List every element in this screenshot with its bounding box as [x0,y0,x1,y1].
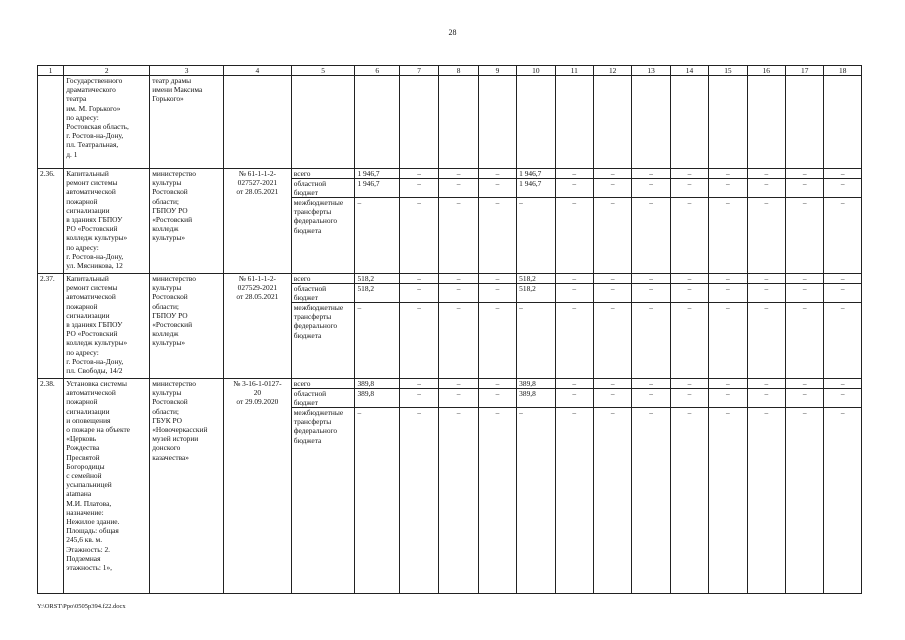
value-entry: – [786,302,823,340]
value-entry: – [556,178,593,197]
value-entry: – [479,388,516,407]
value-entry: – [556,388,593,407]
value-entry: – [726,274,730,283]
value-entry: 518,2 [517,283,554,302]
value-entry: – [517,197,554,235]
value-entry: – [748,178,785,197]
value-entry: – [594,388,631,407]
value-entry: – [355,197,398,235]
value-entry: – [748,302,785,340]
object-name-cell: Капитальный ремонт системы автоматической пожарной сигнализации в зданиях ГБПОУ РО «Ростовский колледж культуры» по адресу: г. Ростов-на-Дону, пл. Свободы, 14/2 [64,274,150,379]
value-entry: 1 946,7 [355,178,398,197]
object-name-cell: Установка системы автоматической пожарной сигнализации и оповещения о пожаре на объекте «Церковь Рождества Пресвятой Богородицы с семейной усыпальницей atamана М.И. Платова, назначение: Нежилое здание. Площадь: общая 245,6 кв. м. Этажность: 2. Подземная этажность: 1», [64,379,150,594]
value-cell [593,169,631,274]
value-cell [593,274,631,379]
value-cell [478,274,516,379]
row-number-cell: 2.37. [38,274,64,379]
column-number: 12 [593,66,631,76]
column-number: 4 [224,66,292,76]
value-cell [355,274,399,379]
table-row-continuation [38,76,862,169]
object-name-cell: Капитальный ремонт системы автоматической пожарной сигнализации в зданиях ГБПОУ РО «Ростовский колледж культуры» по адресу: г. Ростов-на-Дону, ул. Мясникова, 12 [64,169,150,274]
value-entry: – [764,169,769,178]
value-entry: – [495,274,500,283]
value-cell [670,274,708,379]
value-entry: – [649,379,653,388]
value-entry: – [495,379,500,388]
value-entry: 389,8 [357,379,375,388]
value-entry: 389,8 [517,388,554,407]
value-entry: – [786,178,823,197]
value-entry: – [439,178,477,197]
value-entry: – [632,302,669,340]
value-entry: – [709,283,746,302]
table-row [38,169,862,274]
empty-cell [355,76,399,169]
value-cell [709,379,747,594]
value-cell [786,169,824,274]
empty-cell [747,76,785,169]
value-entry: – [610,169,615,178]
funding-source-label: межбюджетные трансферты федерального бюджета [292,197,355,235]
value-cell [555,379,593,594]
value-entry: – [709,302,746,340]
value-cell [478,379,516,594]
value-entry: – [594,302,631,340]
value-cell [786,274,824,379]
value-entry: – [400,407,438,445]
column-number: 17 [786,66,824,76]
value-cell [555,169,593,274]
value-entry: 518,2 [355,283,398,302]
value-cell [439,169,478,274]
column-number: 8 [439,66,478,76]
column-number: 13 [632,66,670,76]
budget-table [37,65,862,594]
file-path-footer: Y:\ORST\Ppo\0505p394.f22.docx [37,603,126,610]
value-entry: – [802,274,807,283]
value-cell [399,169,438,274]
value-cell [709,274,747,379]
value-entry: 518,2 [357,274,375,283]
value-entry: – [572,169,577,178]
value-entry: – [479,197,516,235]
column-number: 14 [670,66,708,76]
value-entry: – [840,169,845,178]
column-number: 2 [64,66,150,76]
value-entry: – [556,197,593,235]
value-entry: – [610,379,615,388]
value-entry: – [594,197,631,235]
value-entry: – [649,169,653,178]
value-cell [824,169,862,274]
value-entry: – [748,197,785,235]
column-number: 15 [709,66,747,76]
value-entry: – [556,283,593,302]
value-cell [517,169,555,274]
value-entry: – [764,379,769,388]
column-number: 1 [38,66,64,76]
value-entry: – [748,388,785,407]
value-entry: – [709,197,746,235]
empty-cell [224,76,292,169]
funding-source-label: межбюджетные трансферты федерального бюджета [292,407,355,445]
value-entry: – [632,388,669,407]
funding-source-label: всего [293,169,311,178]
value-entry: – [556,302,593,340]
value-entry: – [479,302,516,340]
value-entry: – [786,197,823,235]
value-entry: – [748,283,785,302]
value-entry: – [687,169,692,178]
value-entry: – [594,407,631,445]
funding-source-cell [291,379,355,594]
value-entry: – [417,169,421,178]
column-number: 10 [517,66,555,76]
value-cell [824,274,862,379]
value-entry: – [355,407,398,445]
value-entry: – [671,407,708,445]
column-number: 16 [747,66,785,76]
value-entry: – [439,388,477,407]
value-entry: – [479,178,516,197]
value-entry: – [687,274,692,283]
value-entry: – [709,178,746,197]
funding-source-label: всего [293,379,311,388]
value-entry: – [479,407,516,445]
value-entry: – [649,274,653,283]
value-entry: – [456,379,461,388]
value-entry: – [786,283,823,302]
value-entry: – [632,407,669,445]
column-number: 11 [555,66,593,76]
value-cell [399,274,438,379]
value-entry: – [594,283,631,302]
value-cell [355,169,399,274]
column-number: 3 [150,66,224,76]
empty-cell [593,76,631,169]
empty-cell [632,76,670,169]
value-entry: – [400,302,438,340]
value-entry: – [824,283,861,302]
value-entry: – [671,283,708,302]
value-entry: – [824,302,861,340]
document-cell: № 61-1-1-2- 027529-2021 от 28.05.2021 [224,274,292,379]
column-number: 5 [291,66,355,76]
value-cell [355,379,399,594]
empty-cell [439,76,478,169]
empty-cell [291,76,355,169]
value-entry: – [355,302,398,340]
organization-cell: министерство культуры Ростовской области; ГБПОУ РО «Ростовский колледж культуры» [150,274,224,379]
value-entry: – [456,169,461,178]
value-entry: – [802,379,807,388]
value-entry: – [572,379,577,388]
funding-source-cell [291,274,355,379]
value-entry: – [671,197,708,235]
value-cell [709,169,747,274]
value-entry: – [840,379,845,388]
funding-source-label: областной бюджет [292,283,355,302]
funding-source-label: областной бюджет [292,388,355,407]
value-cell [786,379,824,594]
value-entry: – [709,388,746,407]
value-cell [670,169,708,274]
value-entry: 389,8 [355,388,398,407]
value-entry: – [517,302,554,340]
value-entry: – [400,388,438,407]
table-body [38,66,862,594]
value-cell [747,379,785,594]
value-cell [593,379,631,594]
value-entry: 389,8 [519,379,536,388]
value-entry: – [824,178,861,197]
value-entry: – [824,388,861,407]
value-cell [478,169,516,274]
document-cell: № 61-1-1-2- 027527-2021 от 28.05.2021 [224,169,292,274]
value-entry: – [840,274,845,283]
value-entry: – [610,274,615,283]
value-entry: – [671,178,708,197]
value-cell [632,379,670,594]
value-entry: – [824,197,861,235]
empty-cell [517,76,555,169]
row-number-cell: 2.36. [38,169,64,274]
organization-cell: министерство культуры Ростовской области; ГБПОУ РО «Ростовский колледж культуры» [150,169,224,274]
value-entry: – [479,283,516,302]
column-number: 18 [824,66,862,76]
table-row [38,379,862,594]
value-entry: – [400,283,438,302]
object-name-cell: Государственного драматического театра им. М. Горького» по адресу: Ростовская область, г. Ростов-на-Дону, пл. Театральная, д. 1 [64,76,150,169]
empty-cell [786,76,824,169]
value-entry: – [417,379,421,388]
value-cell [517,274,555,379]
value-entry: – [556,407,593,445]
value-entry: – [786,388,823,407]
value-cell [439,274,478,379]
value-cell [439,379,478,594]
value-entry: – [802,169,807,178]
value-entry: – [572,274,577,283]
value-entry: – [417,274,421,283]
value-entry: – [726,379,730,388]
value-entry: – [439,197,477,235]
value-entry: – [632,197,669,235]
value-entry: – [824,407,861,445]
page-number: 28 [448,28,457,37]
column-number-row [38,66,862,76]
value-entry: – [726,169,730,178]
value-entry: – [632,283,669,302]
funding-source-label: областной бюджет [292,178,355,197]
document-cell: № 3-16-1-0127- 20 от 29.09.2020 [224,379,292,594]
column-number: 9 [478,66,516,76]
value-cell [824,379,862,594]
value-entry: – [517,407,554,445]
value-entry: – [495,169,500,178]
value-entry: 1 946,7 [519,169,542,178]
column-number: 7 [399,66,438,76]
value-entry: 518,2 [519,274,536,283]
value-entry: – [687,379,692,388]
funding-source-label: межбюджетные трансферты федерального бюджета [292,302,355,340]
value-entry: – [632,178,669,197]
value-entry: – [594,178,631,197]
value-entry: – [456,274,461,283]
empty-cell [824,76,862,169]
value-entry: – [709,407,746,445]
empty-cell [670,76,708,169]
value-entry: – [764,274,769,283]
value-entry: 1 946,7 [357,169,380,178]
column-number: 6 [355,66,399,76]
empty-cell [555,76,593,169]
empty-cell [478,76,516,169]
row-number-cell [38,76,64,169]
organization-cell: министерство культуры Ростовской области; ГБУК РО «Новочеркасский музей истории донского казачества» [150,379,224,594]
value-cell [399,379,438,594]
funding-source-label: всего [293,274,311,283]
value-entry: – [671,302,708,340]
value-entry: – [439,302,477,340]
value-entry: – [400,178,438,197]
value-entry: – [748,407,785,445]
table-row [38,274,862,379]
funding-source-cell [291,169,355,274]
value-entry: – [439,407,477,445]
value-entry: – [400,197,438,235]
value-entry: – [671,388,708,407]
empty-cell [709,76,747,169]
value-cell [670,379,708,594]
value-entry: 1 946,7 [517,178,554,197]
value-cell [555,274,593,379]
value-entry: – [439,283,477,302]
value-cell [632,274,670,379]
value-entry: – [786,407,823,445]
value-cell [747,169,785,274]
empty-cell [399,76,438,169]
row-number-cell: 2.38. [38,379,64,594]
value-cell [632,169,670,274]
value-cell [517,379,555,594]
value-cell [747,274,785,379]
organization-cell: театр драмы имени Максима Горького» [150,76,224,169]
